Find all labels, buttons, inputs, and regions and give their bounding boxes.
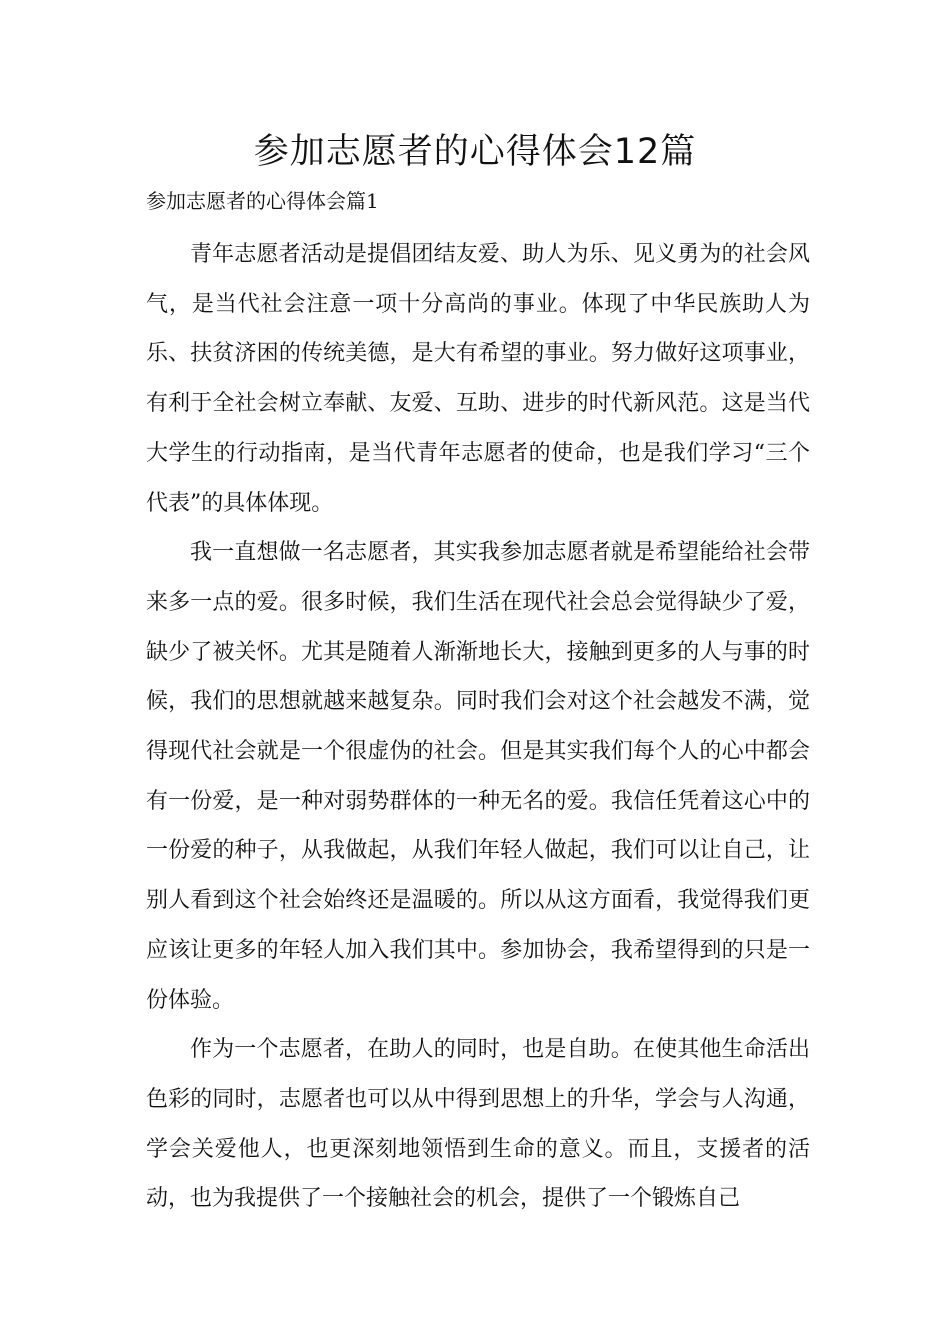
document-title: 参加志愿者的心得体会12篇 <box>253 132 697 172</box>
paragraph-1: 青年志愿者活动是提倡团结友爱、助人为乐、见义勇为的社会风气，是当代社会注意一项十分高尚的事业。体现了中华民族助人为乐、扶贫济困的传统美德，是大有希望的事业。努力做好这项事业，有利于全社会树立奉献、友爱、互助、进步的时代新风范。这是当代大学生的行动指南，是当代青年志愿者的使命，也是我们学习“三个代表”的具体体现。 <box>146 242 810 516</box>
paragraph-3: 作为一个志愿者，在助人的同时，也是自助。在使其他生命活出色彩的同时，志愿者也可以从中得到思想上的升华，学会与人沟通，学会关爱他人，也更深刻地领悟到生命的意义。而且，支援者的活动，也为我提供了一个接触社会的机会，提供了一个锻炼自己 <box>146 1037 810 1212</box>
document-body <box>146 230 810 1224</box>
section-heading: 参加志愿者的心得体会篇1 <box>146 189 379 213</box>
paragraph-2: 我一直想做一名志愿者，其实我参加志愿者就是希望能给社会带来多一点的爱。很多时候，我们生活在现代社会总会觉得缺少了爱，缺少了被关怀。尤其是随着人渐渐地长大，接触到更多的人与事的时候，我们的思想就越来越复杂。同时我们会对这个社会越发不满，觉得现代社会就是一个很虚伪的社会。但是其实我们每个人的心中都会有一份爱，是一种对弱势群体的一种无名的爱。我信任凭着这心中的一份爱的种子，从我做起，从我们年轻人做起，我们可以让自己，让别人看到这个社会始终还是温暖的。所以从这方面看，我觉得我们更应该让更多的年轻人加入我们其中。参加协会，我希望得到的只是一份体验。 <box>146 540 810 1013</box>
